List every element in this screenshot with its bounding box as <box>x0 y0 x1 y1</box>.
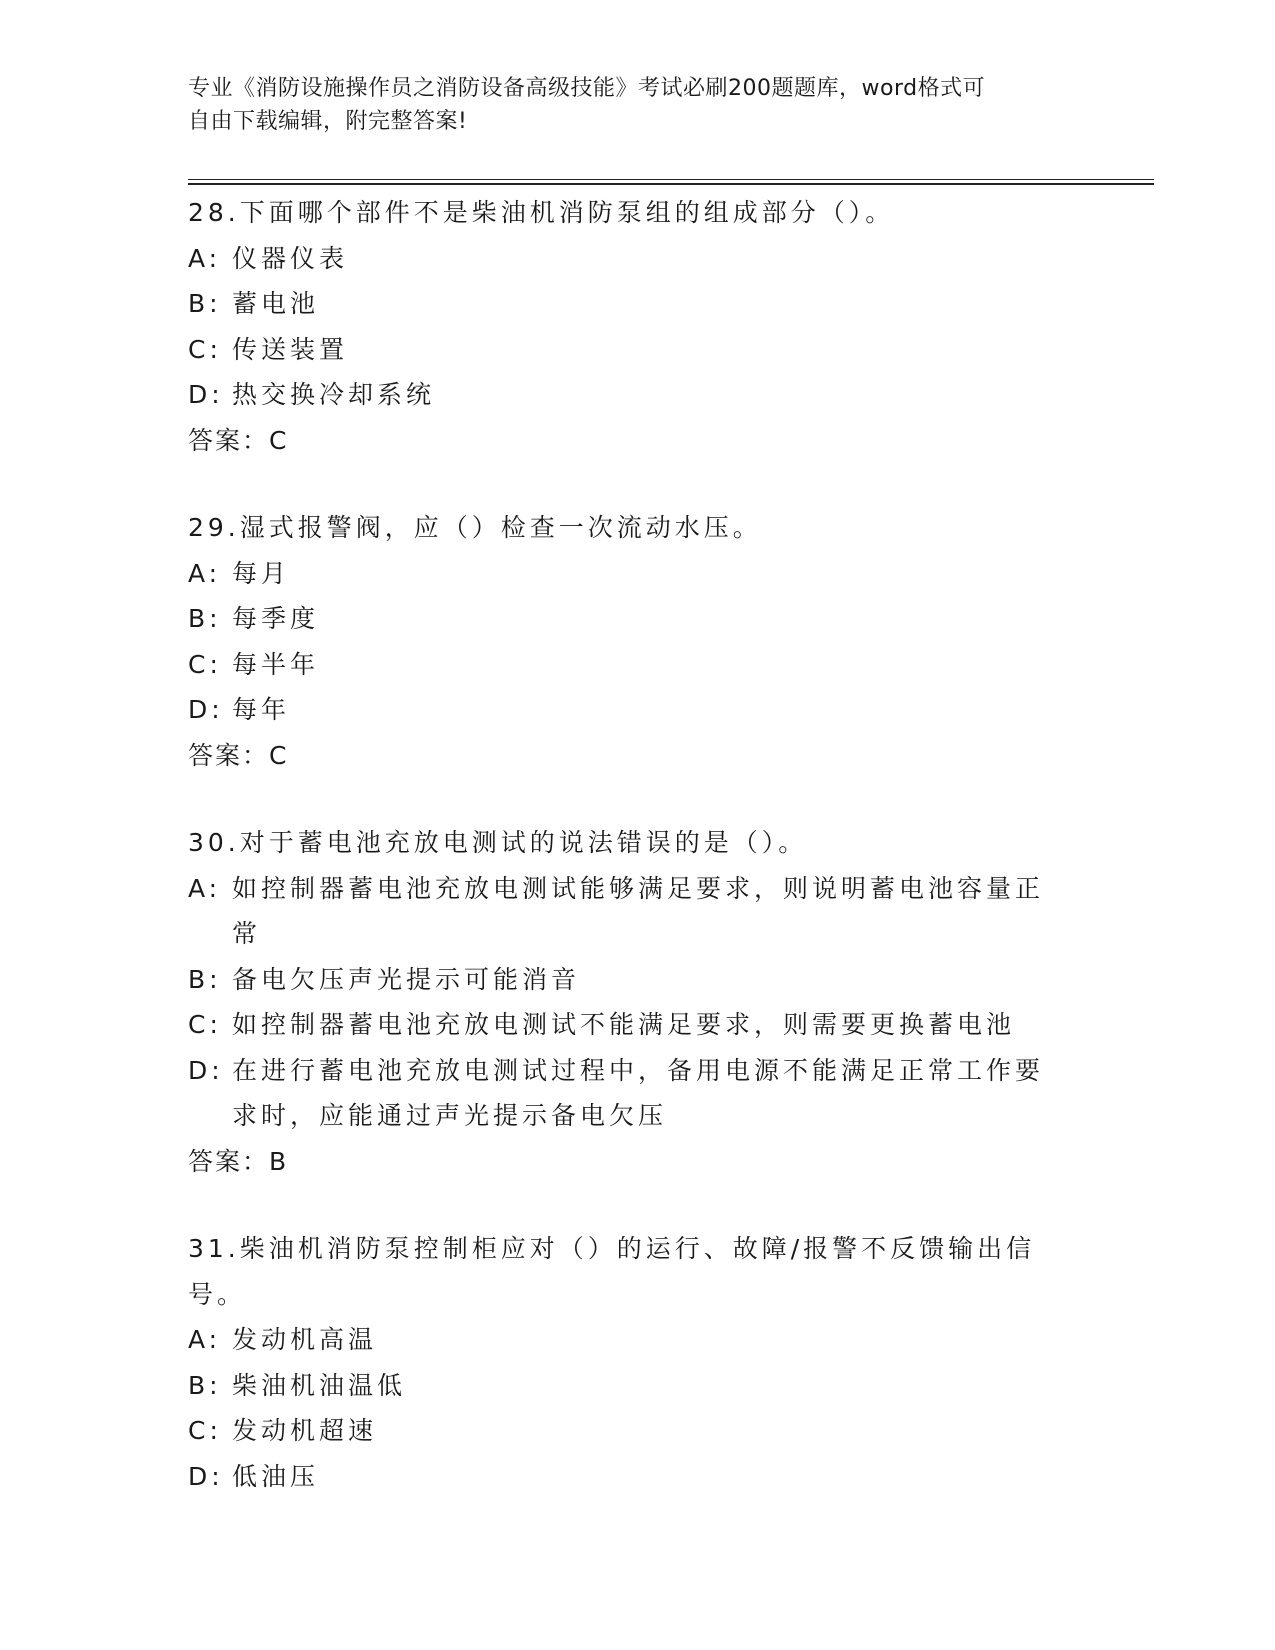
answer-line: 答案：B <box>188 1146 289 1176</box>
option-letter: B: <box>188 1370 222 1400</box>
option-letter: C: <box>188 334 222 364</box>
header-line-1: 专业《消防设施操作员之消防设备高级技能》考试必刷200题题库，word格式可 <box>188 76 986 101</box>
question-stem: 28.下面哪个部件不是柴油机消防泵组的组成部分（）。 <box>188 198 895 227</box>
option-d <box>188 687 1068 733</box>
option-b <box>188 281 1068 327</box>
question-stem: 31.柴油机消防泵控制柜应对（）的运行、故障/报警不反馈输出信号。 <box>188 1234 1036 1309</box>
option-b <box>188 957 1068 1003</box>
option-text: 每季度 <box>232 604 320 633</box>
question-29 <box>188 505 1068 778</box>
question-stem: 30.对于蓄电池充放电测试的说法错误的是（）。 <box>188 828 808 857</box>
option-a <box>188 236 1068 282</box>
option-letter: B: <box>188 964 222 994</box>
option-text: 柴油机油温低 <box>232 1370 407 1400</box>
option-letter: A: <box>188 558 222 588</box>
option-letter: D: <box>188 1461 224 1491</box>
option-letter: D: <box>188 1055 224 1085</box>
option-c <box>188 1408 1068 1454</box>
option-letter: D: <box>188 380 224 409</box>
option-d <box>188 1048 1068 1139</box>
option-text: 每半年 <box>232 649 320 679</box>
question-31 <box>188 1226 1068 1499</box>
option-letter: C: <box>188 1416 222 1445</box>
option-text: 低油压 <box>232 1461 320 1491</box>
option-text: 蓄电池 <box>232 289 320 318</box>
option-b <box>188 1363 1068 1409</box>
option-d <box>188 372 1068 418</box>
option-text: 在进行蓄电池充放电测试过程中，备用电源不能满足正常工作要求时，应能通过声光提示备电欠压 <box>232 1055 1045 1130</box>
option-a <box>188 866 1068 957</box>
question-stem: 29.湿式报警阀，应（）检查一次流动水压。 <box>188 513 762 542</box>
option-letter: B: <box>188 289 222 318</box>
option-letter: D: <box>188 695 224 724</box>
option-text: 备电欠压声光提示可能消音 <box>232 964 581 994</box>
question-list <box>188 190 1068 1541</box>
option-text: 每年 <box>232 695 291 724</box>
document-header <box>188 72 1068 138</box>
option-letter: A: <box>188 1325 222 1354</box>
answer-line: 答案：C <box>188 425 289 455</box>
option-b <box>188 596 1068 642</box>
option-a <box>188 551 1068 597</box>
option-text: 如控制器蓄电池充放电测试不能满足要求，则需要更换蓄电池 <box>232 1010 1016 1039</box>
option-text: 热交换冷却系统 <box>232 380 436 409</box>
header-line-2: 自由下载编辑，附完整答案! <box>188 109 468 134</box>
question-28 <box>188 190 1068 463</box>
option-text: 发动机超速 <box>232 1416 378 1445</box>
header-divider-thick <box>188 183 1154 185</box>
option-letter: C: <box>188 649 222 679</box>
option-text: 如控制器蓄电池充放电测试能够满足要求，则说明蓄电池容量正常 <box>232 873 1045 948</box>
option-letter: A: <box>188 243 222 273</box>
answer-line: 答案：C <box>188 740 289 770</box>
option-text: 仪器仪表 <box>232 243 349 273</box>
option-letter: B: <box>188 604 222 633</box>
option-text: 发动机高温 <box>232 1325 378 1354</box>
option-d <box>188 1454 1068 1500</box>
header-divider-thin <box>188 179 1154 180</box>
option-text: 每月 <box>232 558 291 588</box>
option-c <box>188 1002 1068 1048</box>
option-text: 传送装置 <box>232 334 349 364</box>
option-letter: A: <box>188 873 222 903</box>
option-letter: C: <box>188 1010 222 1039</box>
option-c <box>188 642 1068 688</box>
option-a <box>188 1317 1068 1363</box>
question-30 <box>188 820 1068 1184</box>
option-c <box>188 327 1068 373</box>
